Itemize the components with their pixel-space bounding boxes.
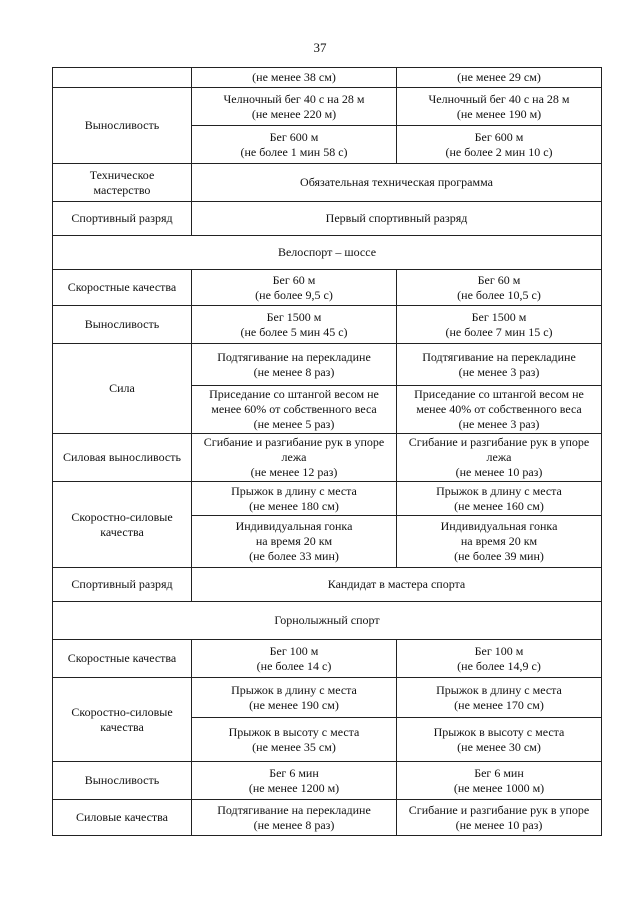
indicator-cell: Скоростные качества <box>53 270 192 306</box>
section-title: Горнолыжный спорт <box>53 602 602 640</box>
norm-cell-female: Подтягивание на перекладине (не менее 3 раз) <box>397 344 602 386</box>
norm-cell-female: Челночный бег 40 с на 28 м (не менее 190 м) <box>397 88 602 126</box>
norm-cell-male: Подтягивание на перекладине (не менее 8 раз) <box>192 344 397 386</box>
section-title: Велоспорт – шоссе <box>53 236 602 270</box>
norm-cell-female: Бег 60 м (не более 10,5 с) <box>397 270 602 306</box>
indicator-cell: Сила <box>53 344 192 434</box>
norm-cell-female: Прыжок в высоту с места (не менее 30 см) <box>397 718 602 762</box>
standards-table <box>52 67 602 836</box>
norm-cell-male: Приседание со штангой весом не менее 60% от собственного веса (не менее 5 раз) <box>192 386 397 434</box>
indicator-cell: Выносливость <box>53 88 192 164</box>
section-row <box>53 236 602 270</box>
indicator-cell: Спортивный разряд <box>53 568 192 602</box>
norm-cell-male: Прыжок в длину с места (не менее 180 см) <box>192 482 397 516</box>
norm-cell-female: Бег 1500 м (не более 7 мин 15 с) <box>397 306 602 344</box>
table-row <box>53 68 602 88</box>
table-row <box>53 88 602 126</box>
table-row <box>53 306 602 344</box>
indicator-cell: Выносливость <box>53 306 192 344</box>
norm-cell-male: Прыжок в длину с места (не менее 190 см) <box>192 678 397 718</box>
norm-cell-female: Прыжок в длину с места (не менее 160 см) <box>397 482 602 516</box>
norm-cell-male: (не менее 38 см) <box>192 68 397 88</box>
norm-cell-female: Бег 6 мин (не менее 1000 м) <box>397 762 602 800</box>
norm-cell-female: Индивидуальная гонка на время 20 км (не более 39 мин) <box>397 516 602 568</box>
norm-cell-male: Подтягивание на перекладине (не менее 8 раз) <box>192 800 397 836</box>
section-row <box>53 602 602 640</box>
norm-cell-female: Прыжок в длину с места (не менее 170 см) <box>397 678 602 718</box>
norm-cell-common: Кандидат в мастера спорта <box>192 568 602 602</box>
table-row <box>53 640 602 678</box>
indicator-cell: Техническое мастерство <box>53 164 192 202</box>
table-row <box>53 434 602 482</box>
norm-cell-female: Бег 600 м (не более 2 мин 10 с) <box>397 126 602 164</box>
page-number: 37 <box>313 40 327 55</box>
norm-cell-female: (не менее 29 см) <box>397 68 602 88</box>
indicator-cell: Силовая выносливость <box>53 434 192 482</box>
norm-cell-male: Челночный бег 40 с на 28 м (не менее 220 м) <box>192 88 397 126</box>
norm-cell-male: Индивидуальная гонка на время 20 км (не более 33 мин) <box>192 516 397 568</box>
indicator-cell: Скоростные качества <box>53 640 192 678</box>
norm-cell-female: Сгибание и разгибание рук в упоре (не менее 10 раз) <box>397 800 602 836</box>
norm-cell-male: Бег 6 мин (не менее 1200 м) <box>192 762 397 800</box>
table-row <box>53 800 602 836</box>
indicator-cell: Выносливость <box>53 762 192 800</box>
table-row <box>53 270 602 306</box>
indicator-cell: Спортивный разряд <box>53 202 192 236</box>
norm-cell-female: Приседание со штангой весом не менее 40% от собственного веса (не менее 3 раз) <box>397 386 602 434</box>
indicator-cell: Скоростно-силовые качества <box>53 482 192 568</box>
table-row <box>53 344 602 386</box>
table-row <box>53 482 602 516</box>
norm-cell-common: Первый спортивный разряд <box>192 202 602 236</box>
indicator-cell <box>53 68 192 88</box>
norm-cell-common: Обязательная техническая программа <box>192 164 602 202</box>
norm-cell-male: Бег 60 м (не более 9,5 с) <box>192 270 397 306</box>
table-row <box>53 568 602 602</box>
indicator-cell: Скоростно-силовые качества <box>53 678 192 762</box>
norm-cell-male: Сгибание и разгибание рук в упоре лежа (не менее 12 раз) <box>192 434 397 482</box>
norm-cell-female: Бег 100 м (не более 14,9 с) <box>397 640 602 678</box>
table-row <box>53 678 602 718</box>
norm-cell-female: Сгибание и разгибание рук в упоре лежа (не менее 10 раз) <box>397 434 602 482</box>
indicator-cell: Силовые качества <box>53 800 192 836</box>
norm-cell-male: Бег 1500 м (не более 5 мин 45 с) <box>192 306 397 344</box>
table-row <box>53 164 602 202</box>
norm-cell-male: Бег 100 м (не более 14 с) <box>192 640 397 678</box>
norm-cell-male: Бег 600 м (не более 1 мин 58 с) <box>192 126 397 164</box>
table-row <box>53 762 602 800</box>
norm-cell-male: Прыжок в высоту с места (не менее 35 см) <box>192 718 397 762</box>
table-row <box>53 202 602 236</box>
